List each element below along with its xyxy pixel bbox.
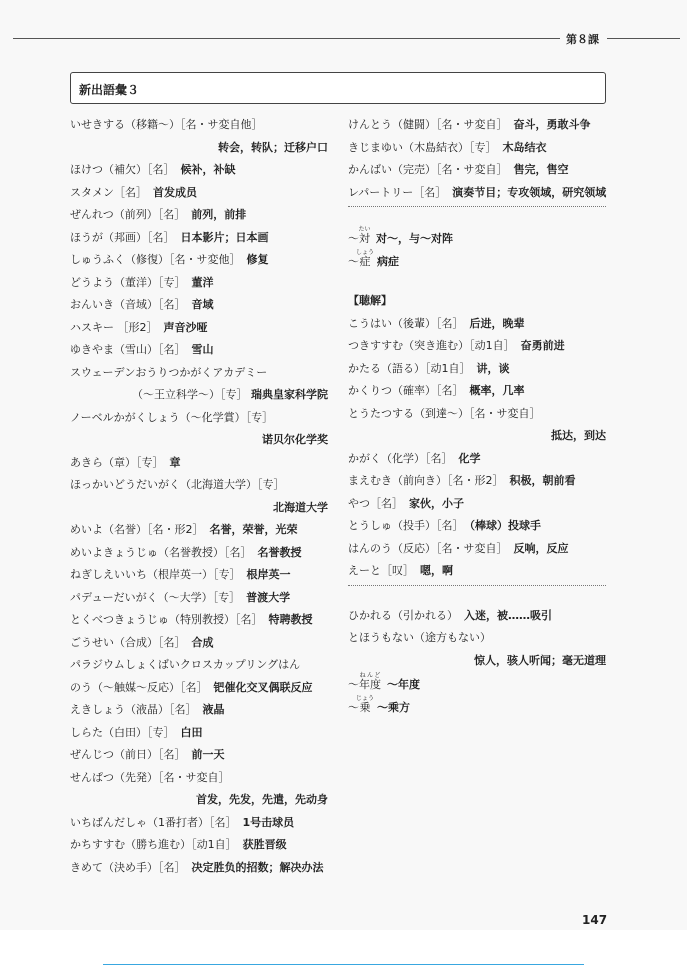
vocab-meaning: 惊人，骇人听闻；毫无道理 [474,653,606,667]
section-title-box [70,72,606,104]
vocab-continuation [348,425,606,448]
vocab-entry [348,182,606,205]
vocab-reading: いちばんだしゃ（1番打者）［名］ [70,815,237,829]
vocab-entry [70,744,328,767]
vocab-reading: ねぎしえいいち（根岸英一）［专］ [70,568,241,581]
vocab-continuation [70,497,328,520]
vocab-meaning: 抵达，到达 [551,429,606,442]
vocab-entry [70,339,328,362]
vocab-meaning: 首发，先发，先遣，先动身 [196,793,328,806]
vocab-entry [70,834,328,857]
vocab-meaning: 积极，朝前看 [509,474,576,487]
vocab-entry [70,272,328,295]
furigana: じょう [356,694,375,702]
vocab-reading: まえむき（前向き）［名・形2］ [348,474,504,487]
vocab-reading: かんばい（完売）［名・サ変自］ [348,163,508,176]
vocab-reading: かちすすむ（勝ち進む）［动1自］ [70,838,237,851]
vocab-meaning: 修复 [246,253,269,266]
vocab-reading: かくりつ（確率）［名］ [348,384,464,397]
vocab-meaning: 化学 [458,451,481,465]
suffix-entry [348,249,606,272]
vocab-meaning: 奋勇前进 [520,339,565,352]
vocab-entry [348,313,606,336]
vocab-entry [70,294,328,317]
vocab-meaning: 嗯，啊 [420,564,453,577]
suffix-kanji [356,694,375,714]
vocab-entry [70,452,328,475]
vocab-continuation [70,137,328,160]
vocab-meaning: 日本影片；日本画 [180,230,269,244]
vocab-entry [348,493,606,516]
vocab-meaning: 奋斗，勇敢斗争 [513,118,591,131]
vocab-meaning: 董洋 [191,275,214,289]
vocab-meaning: 合成 [191,635,214,649]
vocab-entry [70,609,328,632]
vocab-entry [348,403,606,426]
vocab-meaning: 病症 [377,254,399,268]
vocab-reading: パラジウムしょくばいクロスカップリングはん [70,658,301,671]
furigana: たい [358,226,371,233]
vocab-meaning: 转会，转队；迁移户口 [218,140,328,154]
vocab-entry [70,362,328,385]
vocab-entry [348,448,606,471]
vocab-reading: ほけつ（補欠）［名］ [70,163,175,176]
suffix-kanji-text: 症 [356,254,374,268]
vocab-reading: けんとう（健闘）［名・サ変自］ [348,118,508,131]
vocab-reading: めいよきょうじゅ（名誉教授）［名］ [70,545,252,559]
vocab-meaning: 候补，补缺 [180,163,236,176]
vocab-entry [348,114,606,137]
vocab-meaning: 白田 [180,725,203,739]
vocab-entry [348,380,606,403]
vocab-meaning: 前一天 [191,748,225,761]
vocab-entry [70,114,328,137]
vocab-reading: しゅうふく（修復）［名・サ変他］ [70,253,241,266]
section-title: 新出語彙３ [79,83,140,97]
vocab-reading: とくべつきょうじゅ（特別教授）［名］ [70,613,263,626]
vocab-entry [70,722,328,745]
vocab-entry [348,605,606,628]
suffix-kanji-text: 対 [358,232,371,245]
vocab-reading: かがく（化学）［名］ [348,451,453,465]
vocab-continuation [70,789,328,812]
suffix-entry [348,226,606,249]
vocab-reading: スウェーデンおうりつかがくアカデミー [70,365,268,379]
page-number: 147 [582,913,608,927]
vocab-meaning: 首发成员 [153,185,197,199]
vocab-entry [70,407,328,430]
vocab-entry [348,515,606,538]
vocab-meaning: ～年度 [387,678,420,691]
vocab-reading: いせきする（移籍～）［名・サ変自他］ [70,118,263,131]
vocab-reading: ひかれる（引かれる） [348,608,458,622]
vocab-meaning: 液晶 [202,703,225,716]
vocab-reading: えーと［叹］ [348,564,414,577]
dotted-separator [348,585,606,586]
vocab-reading: パデューだいがく（～大学）［专］ [70,590,241,604]
suffix-kanji [359,672,381,691]
vocab-meaning: 名誉，荣誉，光荣 [209,523,298,536]
chapter-label: 第８課 [566,33,599,46]
vocab-meaning: 决定胜负的招数；解决办法 [191,860,324,874]
vocab-reading: つきすすむ（突き進む）［动1自］ [348,339,515,352]
vocab-continuation [70,429,328,452]
vocab-entry [70,249,328,272]
vocab-column-left [70,114,328,879]
vocab-reading: しらた（白田）［专］ [70,725,175,739]
suffix-kanji-text: 年度 [359,678,381,691]
vocab-meaning: 反响，反应 [513,541,569,555]
vocab-reading: はんのう（反応）［名・サ変自］ [348,541,508,555]
vocab-meaning: 售完，售空 [513,163,569,176]
vocab-reading: ハスキー ［形2］ [70,320,158,334]
vocab-meaning: 木岛结衣 [502,140,547,154]
vocab-meaning: 声音沙哑 [163,320,208,334]
vocab-meaning: 后进，晚辈 [469,316,525,330]
vocab-reading: あきら（章）［专］ [70,455,164,469]
vocab-meaning: 对～，与～对阵 [376,232,453,245]
vocab-meaning: 前列，前排 [191,208,247,221]
vocab-reading: きめて（決め手）［名］ [70,860,186,874]
vocab-meaning: 诺贝尔化学奖 [262,433,328,446]
vocab-meaning: 特聘教授 [268,613,313,626]
vocab-meaning: 钯催化交叉偶联反应 [213,680,313,694]
header-rule [13,38,560,39]
vocab-reading: スタメン［名］ [70,185,147,199]
vocab-meaning: （棒球）投球手 [469,519,541,532]
vocab-meaning: 家伙，小子 [409,496,464,510]
vocab-entry [70,474,328,497]
vocab-reading: せんぱつ（先発）［名・サ変自］ [70,770,230,784]
vocab-entry [348,159,606,182]
vocab-column-right [348,114,606,717]
vocab-meaning: 雪山 [191,343,214,356]
suffix-prefix: ～ [348,232,359,245]
vocab-reading: ごうせい（合成）［名］ [70,635,186,649]
vocab-reading: とうしゅ（投手）［名］ [348,519,464,532]
furigana: ねんど [359,672,381,679]
vocab-entry [70,632,328,655]
vocab-meaning: 入迷，被……吸引 [464,608,552,622]
vocab-meaning: 演奏节目；专攻领域，研究领域 [452,185,607,199]
suffix-prefix: ～ [348,678,359,691]
vocab-meaning: 讲，谈 [476,361,510,375]
vocab-continuation [70,384,328,407]
vocab-meaning: 普渡大学 [246,590,291,604]
vocab-entry [70,677,328,700]
vocab-reading: どうよう（董洋）［专］ [70,275,186,289]
vocab-entry [348,560,606,583]
vocab-reading: ノーベルかがくしょう（～化学賞）［专］ [70,410,274,424]
vocab-meaning: 1号击球员 [242,815,295,829]
vocab-meaning: 章 [169,455,181,469]
vocab-reading: こうはい（後輩）［名］ [348,316,464,330]
vocab-entry [70,767,328,790]
vocab-reading: ゆきやま（雪山）［名］ [70,343,186,356]
vocab-entry [348,358,606,381]
vocab-continuation [348,650,606,673]
spacer [348,271,606,290]
vocab-meaning: 北海道大学 [273,500,328,514]
vocab-entry [70,857,328,880]
vocab-meaning: 瑞典皇家科学院 [251,388,328,401]
vocab-entry [70,699,328,722]
suffix-kanji-text: 乗 [356,700,374,714]
header-rule [607,38,680,39]
suffix-prefix: ～ [348,254,359,268]
vocab-entry [70,812,328,835]
vocab-entry [70,204,328,227]
vocab-meaning: 概率，几率 [469,384,525,397]
vocab-entry [70,654,328,677]
vocab-entry [70,587,328,610]
vocab-reading: ぜんじつ（前日）［名］ [70,748,186,761]
vocab-reading: めいよ（名誉）［名・形2］ [70,523,204,536]
suffix-entry [348,672,606,695]
suffix-prefix: ～ [348,700,359,714]
vocab-meaning: ～乘方 [377,700,410,714]
vocab-reading: きじまゆい（木島結衣）［专］ [348,140,497,154]
vocab-reading: おんいき（音域）［名］ [70,298,186,311]
vocab-reading: のう（～触媒～反応）［名］ [70,680,208,694]
vocab-reading: とうたつする（到達～）［名・サ変自］ [348,406,541,420]
vocab-reading: （～王立科学～）［专］ [132,388,251,401]
vocab-reading: ほっかいどうだいがく（北海道大学）［专］ [70,478,285,491]
vocab-reading: やつ［名］ [348,496,403,510]
suffix-entry [348,695,606,718]
vocab-meaning: 音域 [191,298,214,311]
vocab-entry [70,519,328,542]
vocab-entry [70,317,328,340]
furigana: しょう [356,248,375,256]
vocab-reading: とほうもない（途方もない） [348,631,491,644]
vocab-meaning: 名誉教授 [257,545,302,559]
vocab-entry [70,227,328,250]
vocab-meaning: 根岸英一 [246,568,291,581]
vocab-entry [70,159,328,182]
vocab-entry [70,542,328,565]
vocab-entry [70,182,328,205]
vocab-entry [70,564,328,587]
vocab-entry [348,538,606,561]
vocab-reading: かたる（語る）［动1自］ [348,361,471,375]
section-heading: 【聴解】 [348,294,392,307]
vocab-entry [348,627,606,650]
vocab-reading: ぜんれつ（前列）［名］ [70,208,186,221]
dotted-separator [348,206,606,207]
vocab-entry [348,470,606,493]
suffix-kanji [356,248,375,268]
vocab-entry [348,137,606,160]
vocab-reading: えきしょう（液晶）［名］ [70,703,197,716]
vocab-reading: ほうが（邦画）［名］ [70,230,175,244]
vocab-reading: レパートリー［名］ [348,185,447,199]
suffix-kanji [358,226,371,245]
vocab-meaning: 获胜晋级 [242,838,287,851]
blue-divider [103,964,584,965]
vocab-entry [348,335,606,358]
